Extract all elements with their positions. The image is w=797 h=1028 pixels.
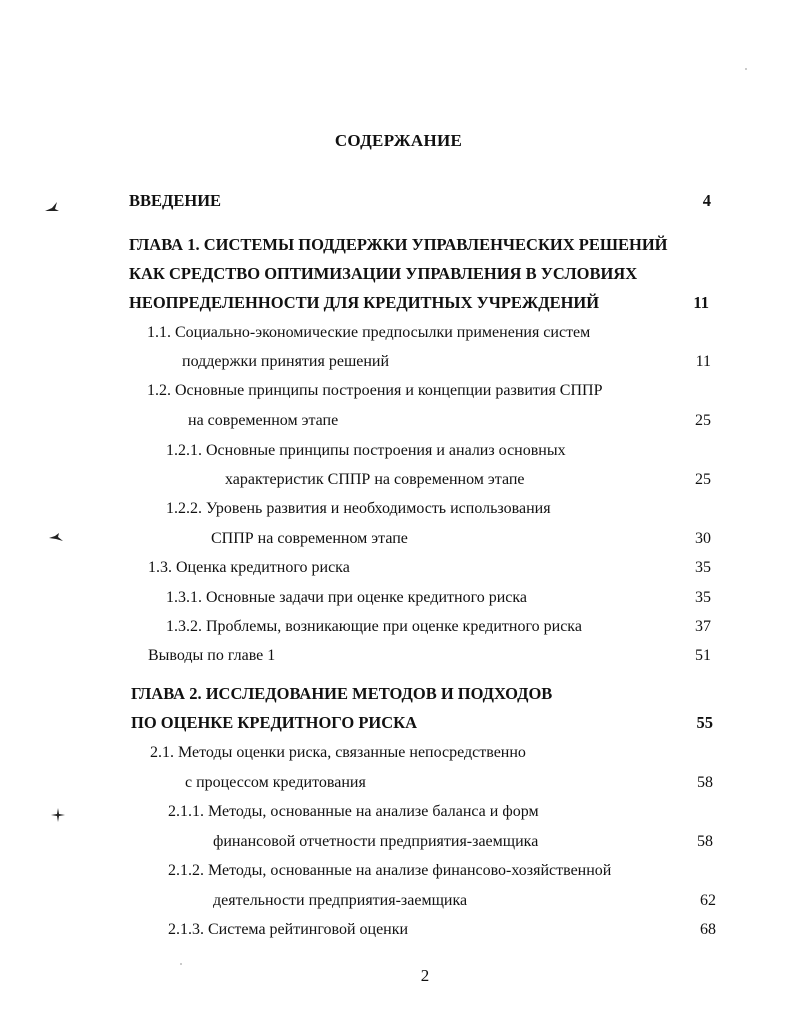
toc-entry-2-1-line-2: с процессом кредитования xyxy=(185,774,366,791)
toc-entry-1-1-line-2: поддержки принятия решений xyxy=(182,353,390,370)
toc-entry-2-1-3: 2.1.3. Система рейтинговой оценки xyxy=(168,921,409,938)
page-title: СОДЕРЖАНИЕ xyxy=(334,131,463,150)
toc-page-1-2-2: 30 xyxy=(695,530,711,547)
scan-mark-icon xyxy=(44,199,60,213)
toc-entry-1-3-2: 1.3.2. Проблемы, возникающие при оценке кредитного риска xyxy=(166,618,582,635)
scan-speck xyxy=(745,68,747,70)
toc-entry-1-1-line-1: 1.1. Социально-экономические предпосылки применения систем xyxy=(147,324,591,341)
toc-entry-1-2-line-2: на современном этапе xyxy=(188,412,339,429)
toc-page-2-1-2: 62 xyxy=(700,892,716,909)
toc-entry-2-1-2-line-2: деятельности предприятия-заемщика xyxy=(213,892,468,909)
toc-entry-1-3: 1.3. Оценка кредитного риска xyxy=(148,559,350,576)
toc-page-1-3-1: 35 xyxy=(695,589,711,606)
toc-entry-2-1-1-line-2: финансовой отчетности предприятия-заемщика xyxy=(213,833,539,850)
toc-entry-1-3-1: 1.3.1. Основные задачи при оценке кредитного риска xyxy=(166,589,528,606)
toc-entry-2-1-1-line-1: 2.1.1. Методы, основанные на анализе баланса и форм xyxy=(168,803,539,820)
toc-chapter-2-line-1: ГЛАВА 2. ИССЛЕДОВАНИЕ МЕТОДОВ И ПОДХОДОВ xyxy=(131,684,553,703)
toc-page-1-2: 25 xyxy=(695,412,711,429)
toc-page-2-1-3: 68 xyxy=(700,921,716,938)
toc-entry-2-1-2-line-1: 2.1.2. Методы, основанные на анализе финансово-хозяйственной xyxy=(168,862,612,879)
page-number: 2 xyxy=(420,966,430,985)
toc-entry-1-2-line-1: 1.2. Основные принципы построения и концепции развития СППР xyxy=(147,382,603,399)
toc-page-chapter-2: 55 xyxy=(696,713,713,732)
toc-entry-2-1-line-1: 2.1. Методы оценки риска, связанные непосредственно xyxy=(150,744,526,761)
scan-mark-icon xyxy=(48,532,64,544)
toc-entry-1-2-2-line-1: 1.2.2. Уровень развития и необходимость использования xyxy=(166,500,551,517)
toc-page-1-1: 11 xyxy=(695,353,711,370)
toc-page-2-1: 58 xyxy=(697,774,713,791)
toc-page-introduction: 4 xyxy=(702,191,711,210)
toc-entry-introduction: ВВЕДЕНИЕ xyxy=(129,191,222,210)
toc-entry-1-2-1-line-2: характеристик СППР на современном этапе xyxy=(225,471,525,488)
toc-page-chapter-1: 11 xyxy=(693,293,709,312)
toc-page-conclusions-1: 51 xyxy=(695,647,711,664)
toc-page-1-3: 35 xyxy=(695,559,711,576)
toc-chapter-2-line-2: ПО ОЦЕНКЕ КРЕДИТНОГО РИСКА xyxy=(131,713,418,732)
toc-entry-1-2-1-line-1: 1.2.1. Основные принципы построения и анализ основных xyxy=(166,442,566,459)
scan-mark-icon xyxy=(51,808,65,822)
toc-page-2-1-1: 58 xyxy=(697,833,713,850)
toc-page-1-2-1: 25 xyxy=(695,471,711,488)
scan-speck xyxy=(180,963,182,965)
toc-entry-conclusions-1: Выводы по главе 1 xyxy=(148,647,276,664)
toc-page-1-3-2: 37 xyxy=(695,618,711,635)
toc-entry-1-2-2-line-2: СППР на современном этапе xyxy=(211,530,408,547)
toc-chapter-1-line-2: КАК СРЕДСТВО ОПТИМИЗАЦИИ УПРАВЛЕНИЯ В УСЛОВИЯХ xyxy=(129,264,638,283)
toc-chapter-1-line-3: НЕОПРЕДЕЛЕННОСТИ ДЛЯ КРЕДИТНЫХ УЧРЕЖДЕНИЙ xyxy=(129,293,600,312)
toc-chapter-1-line-1: ГЛАВА 1. СИСТЕМЫ ПОДДЕРЖКИ УПРАВЛЕНЧЕСКИХ РЕШЕНИЙ xyxy=(129,235,668,254)
